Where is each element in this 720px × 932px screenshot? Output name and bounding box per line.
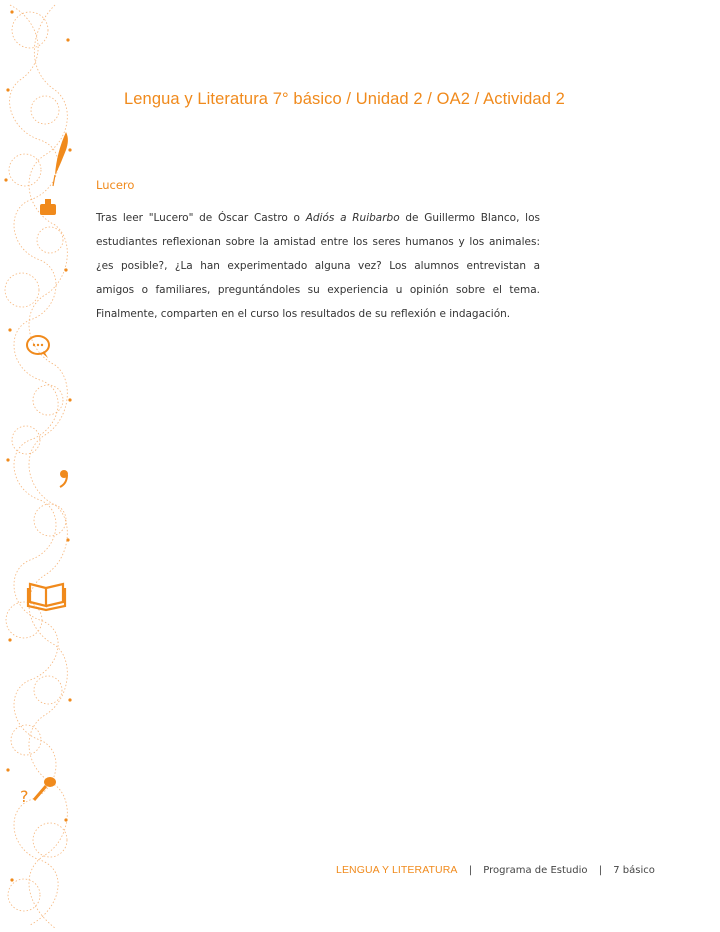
paragraph-text-part2: de Guillermo Blanco, los estudiantes reflexionan sobre la amistad entre los seres humanos y los animales: ¿es posible?, ¿La han experimentado alguna vez? Los alumnos entrevistan a amigos o familiares, preguntándoles su experiencia u opinión sobre el tema. Finalmente, comparten en el curso los resultados de su reflexión e indagación. <box>96 212 540 320</box>
footer-separator: | <box>468 865 473 876</box>
section-title: Lucero <box>96 178 135 192</box>
book-icon <box>28 584 65 610</box>
ink-bottle-icon <box>40 199 56 215</box>
book-title-italic: Adiós a Ruibarbo <box>305 212 400 224</box>
quill-icon <box>53 132 68 186</box>
footer-subject: LENGUA Y LITERATURA <box>336 864 458 876</box>
page-header-title: Lengua y Literatura 7° básico / Unidad 2 / OA2 / Actividad 2 <box>124 90 565 108</box>
comma-icon <box>60 470 68 487</box>
activity-paragraph <box>96 206 540 326</box>
footer-separator-2: | <box>598 865 603 876</box>
question-microphone-icon <box>20 777 56 806</box>
footer-program: Programa de Estudio <box>483 865 588 876</box>
decorative-border <box>0 0 82 932</box>
footer-grade: 7 básico <box>613 865 655 876</box>
speech-bubble-icon <box>27 336 49 358</box>
paragraph-text-part1: Tras leer "Lucero" de Óscar Castro o <box>96 212 306 224</box>
svg-text:?: ? <box>20 787 29 806</box>
page-footer <box>336 864 655 876</box>
